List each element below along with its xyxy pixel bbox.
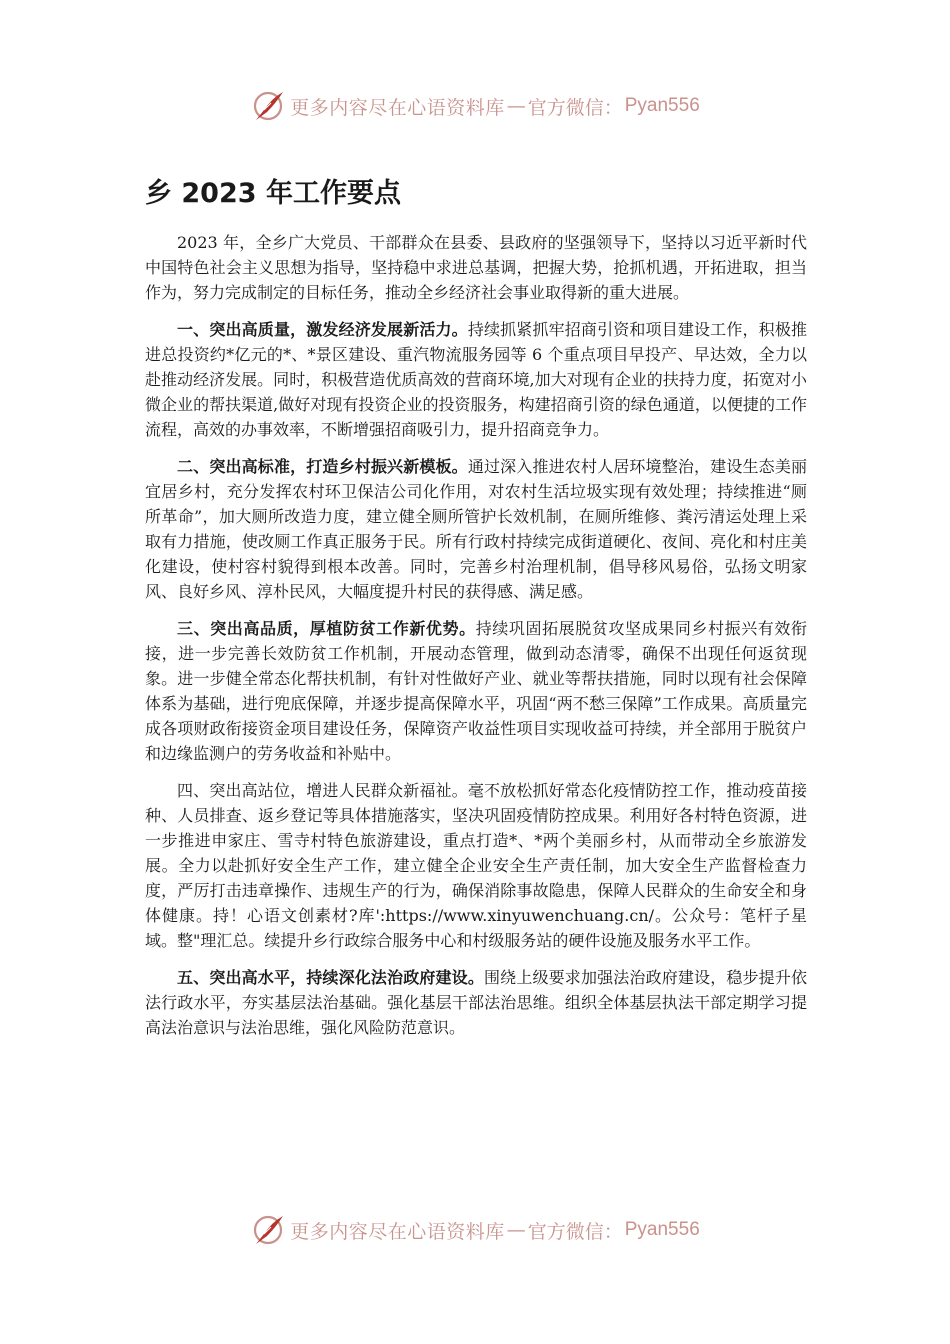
paragraph-section-5 (145, 965, 807, 1040)
paragraph-lead: 一、突出高质量，激发经济发展新活力。 (177, 320, 468, 339)
paragraph-text: 持续抓紧抓牢招商引资和项目建设工作，积极推进总投资约*亿元的*、*景区建设、重汽物流服务园等 6 个重点项目早投产、早达效，全力以赴推动经济发展。同时，积极营造优质高效的营商环境,加大对现有企业的扶持力度，拓宽对小微企业的帮扶渠道,做好对现有投资企业的投资服务，构建招商引资的绿色通道，以便捷的工作流程，高效的办事效率，不断增强招商吸引力，提升招商竞争力。 (145, 320, 807, 439)
paragraph-section-4 (145, 778, 807, 953)
paragraph-section-2 (145, 454, 807, 604)
banner-separator: — (506, 95, 526, 117)
banner-text: 更多内容尽在心语资料库 (290, 1220, 505, 1243)
feather-pen-logo-icon (250, 1212, 286, 1248)
footer-banner (0, 1210, 950, 1250)
paragraph-section-1 (145, 317, 807, 442)
paragraph-lead: 三、突出高品质，厚植防贫工作新优势。 (177, 619, 476, 638)
header-banner (0, 86, 950, 126)
paragraph-lead: 五、突出高水平，持续深化法治政府建设。 (177, 968, 484, 987)
banner-text: 更多内容尽在心语资料库 (290, 96, 505, 119)
paragraph-text: 通过深入推进农村人居环境整治，建设生态美丽宜居乡村，充分发挥农村环卫保洁公司化作用，对农村生活垃圾实现有效处理；持续推进“厕所革命”，加大厕所改造力度，建立健全厕所管护长效机制，在厕所维修、粪污清运处理上采取有力措施，使改厕工作真正服务于民。所有行政村持续完成街道硬化、夜间、亮化和村庄美化建设，使村容村貌得到根本改善。同时，完善乡村治理机制，倡导移风易俗，弘扬文明家风、良好乡风、淳朴民风，大幅度提升村民的获得感、满足感。 (145, 457, 807, 601)
banner-wechat-label: 官方微信： (527, 96, 623, 119)
paragraph-lead: 二、突出高标准，打造乡村振兴新模板。 (177, 457, 468, 476)
banner-separator: — (506, 1219, 526, 1241)
banner-wechat-id: Pyan556 (624, 95, 700, 116)
document-title: 乡 2023 年工作要点 (145, 178, 401, 209)
paragraph-text: 持续巩固拓展脱贫攻坚成果同乡村振兴有效衔接，进一步完善长效防贫工作机制，开展动态管理，做到动态清零，确保不出现任何返贫现象。进一步健全常态化帮扶机制，有针对性做好产业、就业等帮扶措施，同时以现有社会保障体系为基础，进行兜底保障，并逐步提高保障水平，巩固“两不愁三保障”工作成果。高质量完成各项财政衔接资金项目建设任务，保障资产收益性项目实现收益可持续，并全部用于脱贫户和边缘监测户的劳务收益和补贴中。 (145, 619, 807, 763)
feather-pen-logo-icon (250, 88, 286, 124)
paragraph-text: 2023 年，全乡广大党员、干部群众在县委、县政府的坚强领导下，坚持以习近平新时代中国特色社会主义思想为指导，坚持稳中求进总基调，把握大势，抢抓机遇，开拓进取，担当作为，努力完成制定的目标任务，推动全乡经济社会事业取得新的重大进展。 (145, 233, 807, 302)
banner-wechat-id: Pyan556 (624, 1219, 700, 1240)
paragraph-text: 四、突出高站位，增进人民群众新福祉。毫不放松抓好常态化疫情防控工作，推动疫苗接种、人员排查、返乡登记等具体措施落实，坚决巩固疫情防控成果。利用好各村特色资源，进一步推进申家庄、雪寺村特色旅游建设，重点打造*、*两个美丽乡村，从而带动全乡旅游发展。全力以赴抓好安全生产工作，建立健全企业安全生产责任制，加大安全生产监督检查力度，严厉打击违章操作、违规生产的行为，确保消除事故隐患，保障人民群众的生命安全和身体健康。持！心语文创素材?库':https://www.xinyuwenchuang.cn/。公众号：笔杆子星域。整"理汇总。续提升乡行政综合服务中心和村级服务站的硬件设施及服务水平工作。 (145, 781, 807, 950)
banner-wechat-label: 官方微信： (527, 1220, 623, 1243)
paragraph-section-3 (145, 616, 807, 766)
paragraph-text: 围绕上级要求加强法治政府建设，稳步提升依法行政水平，夯实基层法治基础。强化基层干部法治思维。组织全体基层执法干部定期学习提高法治意识与法治思维，强化风险防范意识。 (145, 968, 807, 1037)
paragraph-intro (145, 230, 807, 305)
document-body (145, 230, 807, 1052)
